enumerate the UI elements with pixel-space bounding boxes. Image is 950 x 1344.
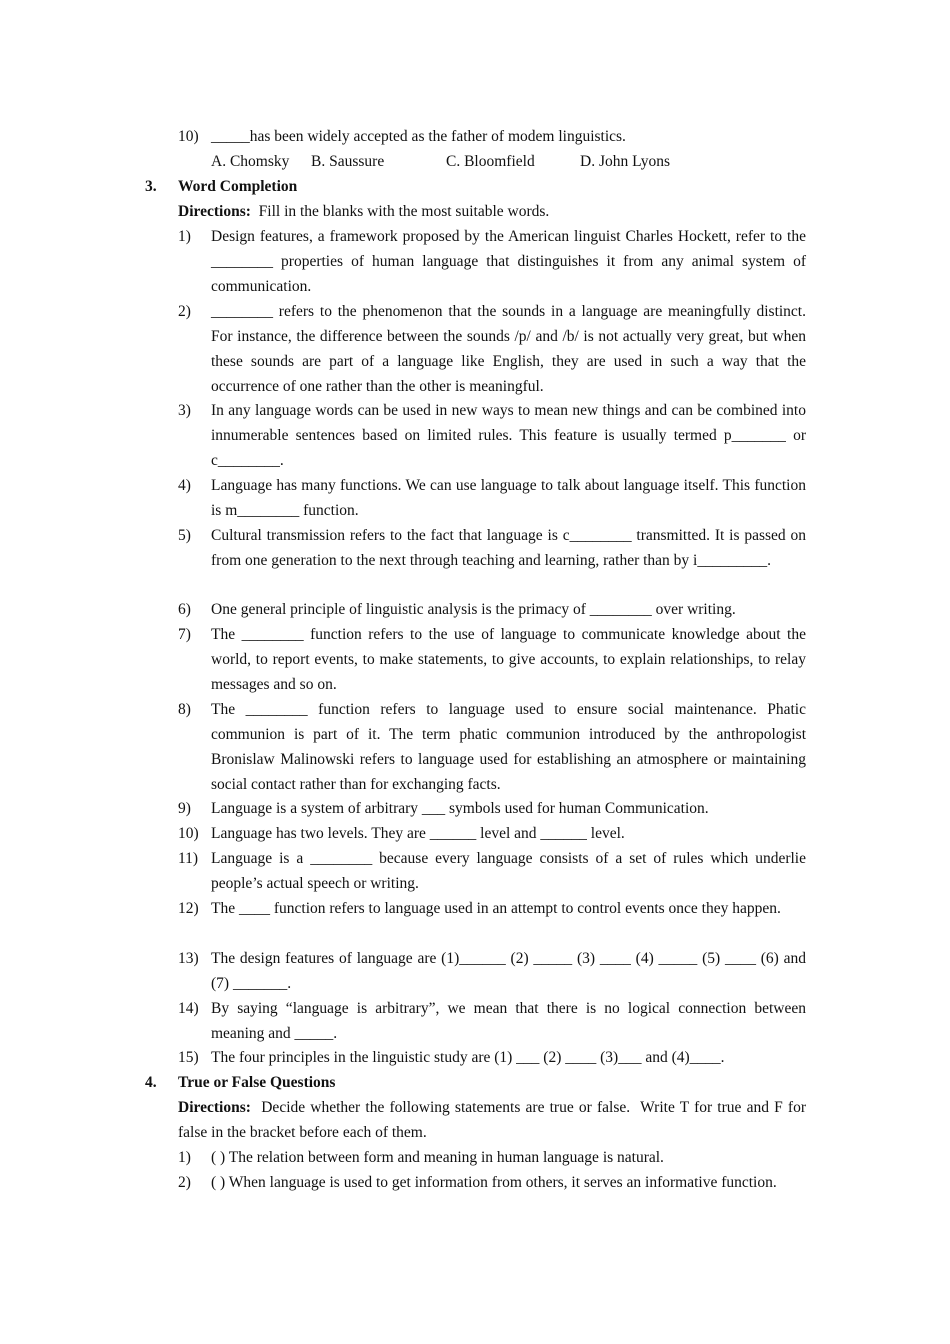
item-number: 10) [178,825,199,842]
section-number: 3. [145,178,157,195]
question-number: 10) [178,128,199,145]
item-number: 8) [178,701,191,718]
item-text: By saying “language is arbitrary”, we mean that there is no logical connection between meaning and _____. [211,1000,806,1042]
item-text: The ____ function refers to language used in an attempt to control events once they happen. [211,900,781,917]
item-text: Language has many functions. We can use language to talk about language itself. This function is m________ function. [211,477,806,519]
section-number: 4. [145,1074,157,1091]
item-number: 4) [178,477,191,494]
section-directions [178,1095,810,1145]
item-text: ( ) The relation between form and meaning in human language is natural. [211,1149,664,1166]
item-number: 2) [178,1174,191,1191]
item-number: 6) [178,601,191,618]
directions-label: Directions: [178,1099,251,1116]
option-d: D. John Lyons [580,153,670,170]
item-text: In any language words can be used in new ways to mean new things and can be combined into innumerable sentences based on limited rules. This feature is usually termed p_______ or c________. [211,402,806,469]
item-text: Cultural transmission refers to the fact that language is c________ transmitted. It is passed on from one generation to the next through teaching and learning, rather than by i_________. [211,527,806,569]
option-c: C. Bloomfield [446,153,535,170]
directions-text: Decide whether the following statements are true or false. Write T for true and F for false in the bracket before each of them. [178,1099,810,1141]
item-number: 15) [178,1049,199,1066]
section-directions [178,199,806,224]
directions-label: Directions: [178,203,251,220]
option-b: B. Saussure [311,153,385,170]
question-text: _____has been widely accepted as the father of modem linguistics. [211,128,626,145]
item-number: 14) [178,1000,199,1017]
item-number: 13) [178,950,199,967]
item-number: 9) [178,800,191,817]
item-number: 11) [178,850,199,867]
item-text: The ________ function refers to language used to ensure social maintenance. Phatic communion is part of it. The term phatic communion introduced by the anthropologist Bronislaw Malinowski refers to language used for establishing an atmosphere or maintaining social contact rather than for exchanging facts. [211,701,806,793]
directions-text: Fill in the blanks with the most suitable words. [250,203,550,220]
item-text: ________ refers to the phenomenon that the sounds in a language are meaningfully distinct. For instance, the difference between the sounds /p/ and /b/ is not actually very great, but when these sounds are part of a language like English, they are used in such a way that the occurrence of one rather than the other is meaningful. [211,303,806,395]
item-text: Language has two levels. They are ______ level and ______ level. [211,825,625,842]
item-text: ( ) When language is used to get information from others, it serves an informative function. [211,1174,777,1191]
item-text: The design features of language are (1)______ (2) _____ (3) ____ (4) _____ (5) ____ (6) and (7) _______. [211,950,806,992]
item-number: 3) [178,402,191,419]
item-text: Language is a system of arbitrary ___ symbols used for human Communication. [211,800,709,817]
option-a: A. Chomsky [211,153,290,170]
item-number: 7) [178,626,191,643]
item-text: One general principle of linguistic analysis is the primacy of ________ over writing. [211,601,736,618]
item-text: The four principles in the linguistic study are (1) ___ (2) ____ (3)___ and (4)____. [211,1049,725,1066]
item-number: 2) [178,303,191,320]
item-number: 5) [178,527,191,544]
item-text: Design features, a framework proposed by the American linguist Charles Hockett, refer to the ________ properties of human language that distinguishes it from any animal system of communication. [211,228,806,295]
item-text: The ________ function refers to the use of language to communicate knowledge about the world, to report events, to make statements, to give accounts, to explain relationships, to relay messages and so on. [211,626,806,693]
item-number: 1) [178,1149,191,1166]
item-number: 12) [178,900,199,917]
section-title: True or False Questions [178,1074,336,1091]
section-title: Word Completion [178,178,298,195]
item-number: 1) [178,228,191,245]
item-text: Language is a ________ because every language consists of a set of rules which underlie people’s actual speech or writing. [211,850,806,892]
